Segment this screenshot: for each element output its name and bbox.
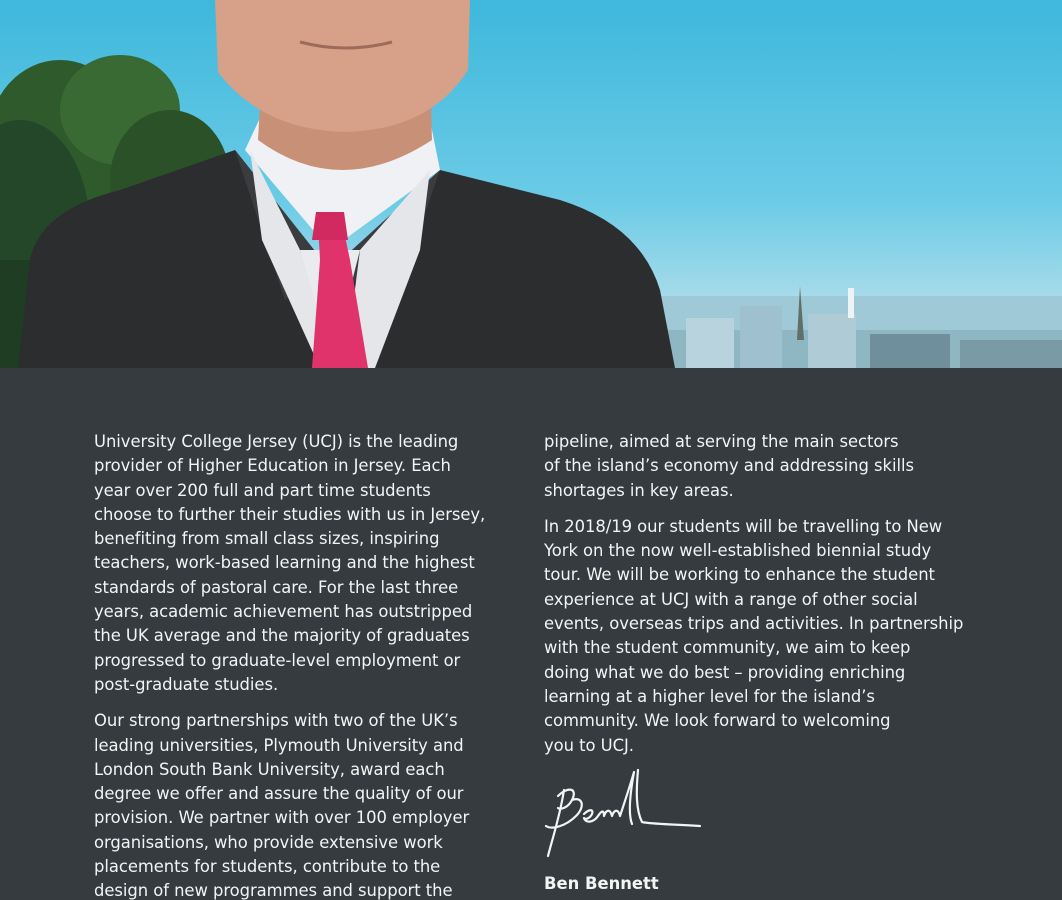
- text-line: community. We look forward to welcoming: [544, 711, 891, 731]
- text-line: you to UCJ.: [544, 735, 634, 755]
- signatory-name: Ben Bennett: [544, 874, 659, 893]
- text-line: experience at UCJ with a range of other social: [544, 589, 918, 609]
- portrait-illustration: [0, 0, 1062, 368]
- paragraph-intro: [94, 430, 494, 697]
- text-line: Our strong partnerships with two of the UK’s: [94, 711, 458, 731]
- text-line: leading universities, Plymouth University and: [94, 735, 464, 755]
- text-line: post-graduate studies.: [94, 674, 279, 694]
- letter-body: [0, 368, 1062, 900]
- right-column: [544, 430, 964, 770]
- text-line: choose to further their studies with us in Jersey,: [94, 504, 486, 524]
- text-line: organisations, who provide extensive work: [94, 832, 443, 852]
- text-line: doing what we do best – providing enriching: [544, 662, 906, 682]
- text-line: placements for students, contribute to the: [94, 857, 441, 877]
- text-line: progressed to graduate-level employment or: [94, 650, 461, 670]
- text-line: pipeline, aimed at serving the main sectors: [544, 432, 899, 451]
- text-line: London South Bank University, award each: [94, 759, 445, 779]
- text-line: shortages in key areas.: [544, 480, 734, 500]
- text-line: years, academic achievement has outstripped: [94, 602, 473, 622]
- text-line: with the student community, we aim to keep: [544, 638, 911, 658]
- text-line: events, overseas trips and activities. In partnership: [544, 614, 964, 634]
- text-line: year over 200 full and part time students: [94, 480, 431, 500]
- left-column: [94, 430, 494, 900]
- paragraph-partnerships: [94, 709, 494, 900]
- text-line: tour. We will be working to enhance the student: [544, 565, 935, 585]
- text-line: University College Jersey (UCJ) is the leading: [94, 432, 459, 451]
- header-photo: [0, 0, 1062, 368]
- text-line: teachers, work-based learning and the highest: [94, 553, 475, 573]
- paragraph-study-tour: [544, 515, 964, 758]
- text-line: benefiting from small class sizes, inspiring: [94, 529, 440, 549]
- face: [215, 0, 470, 132]
- text-line: provider of Higher Education in Jersey. Each: [94, 456, 451, 476]
- text-line: In 2018/19 our students will be travelling to New: [544, 516, 943, 536]
- text-line: the UK average and the majority of graduates: [94, 626, 470, 646]
- text-line: design of new programmes and support the: [94, 881, 453, 900]
- text-line: of the island’s economy and addressing skills: [544, 456, 914, 476]
- handwritten-signature: [538, 766, 706, 862]
- text-line: degree we offer and assure the quality of our: [94, 784, 464, 804]
- text-line: learning at a higher level for the island’s: [544, 686, 875, 706]
- text-line: York on the now well-established biennial study: [544, 541, 932, 561]
- text-line: standards of pastoral care. For the last three: [94, 577, 459, 597]
- text-line: provision. We partner with over 100 employer: [94, 808, 470, 828]
- paragraph-pipeline: [544, 430, 954, 503]
